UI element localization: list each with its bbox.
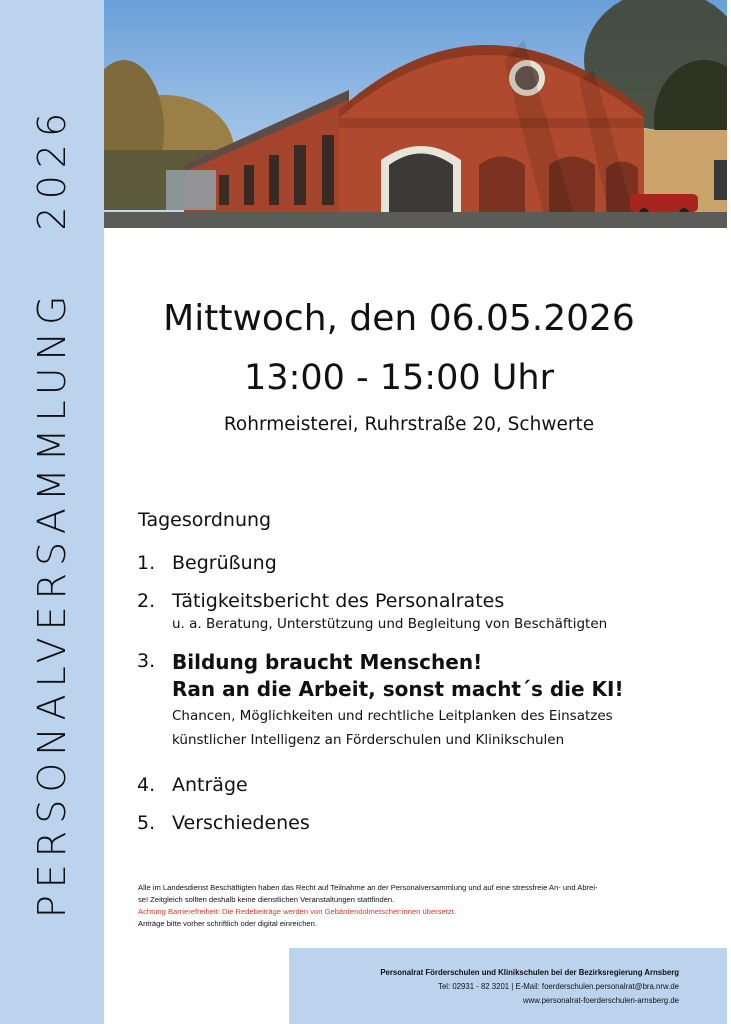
- agenda-item-subtitle-line1: Chancen, Möglichkeiten und rechtliche Leitplanken des Einsatzes: [172, 708, 613, 724]
- agenda-item-title: Begrüßung: [172, 552, 277, 574]
- agenda-item-number: 5.: [137, 812, 156, 834]
- footnote: [138, 882, 698, 930]
- footnote-line: se! Zeitgleich sollten deshalb keine dienstlichen Veranstaltungen stattfinden.: [138, 895, 395, 904]
- footnote-line: Alle im Landesdienst Beschäftigten haben das Recht auf Teilnahme an der Personalversammlung und auf eine stressfreie An- und Abrei-: [138, 883, 598, 892]
- building-photo: [104, 0, 727, 228]
- vertical-title-year: 2026: [30, 105, 74, 231]
- event-location: Rohrmeisterei, Ruhrstraße 20, Schwerte: [223, 414, 595, 435]
- event-date: Mittwoch, den 06.05.2026: [163, 298, 635, 339]
- agenda-item-title: Verschiedenes: [172, 812, 310, 834]
- agenda-item-title-line1: Bildung braucht Menschen!: [172, 650, 483, 674]
- agenda-item-number: 4.: [137, 774, 156, 796]
- agenda-item-title: Anträge: [172, 774, 248, 796]
- agenda-item-title-line2: Ran an die Arbeit, sonst macht´s die KI!: [172, 677, 624, 701]
- accessibility-note: Achtung Barrierefreiheit: Die Redebeiträge werden von Gebärdendolmetscher:innen übersetzt.: [138, 907, 456, 916]
- agenda-item-subtitle: u. a. Beratung, Unterstützung und Begleitung von Beschäftigten: [172, 616, 608, 632]
- vertical-title-text: PERSONALVERSAMMLUNG: [30, 288, 74, 919]
- footnote-line: Anträge bitte vorher schriftlich oder digital einreichen.: [138, 919, 317, 928]
- agenda-item-title: Tätigkeitsbericht des Personalrates: [172, 590, 505, 612]
- agenda-heading: Tagesordnung: [138, 509, 272, 531]
- agenda-item-number: 1.: [137, 552, 156, 574]
- agenda-item-number: 2.: [137, 590, 156, 612]
- sidebar-band: [0, 0, 104, 1024]
- footer-contact: Tel: 02931 - 82 3201 | E-Mail: foerderschulen.personalrat@bra.nrw.de: [438, 982, 679, 991]
- agenda-item-subtitle-line2: künstlicher Intelligenz an Förderschulen und Klinikschulen: [172, 732, 565, 748]
- footer-website[interactable]: www.personalrat-foerderschulen-arnsberg.de: [522, 996, 679, 1005]
- vertical-title: [30, 106, 74, 918]
- event-time: 13:00 - 15:00 Uhr: [244, 358, 554, 398]
- agenda-item-number: 3.: [137, 650, 156, 672]
- footer-contact-box: [289, 948, 727, 1024]
- footer-organization: Personalrat Förderschulen und Klinikschulen bei der Bezirksregierung Arnsberg: [380, 968, 679, 977]
